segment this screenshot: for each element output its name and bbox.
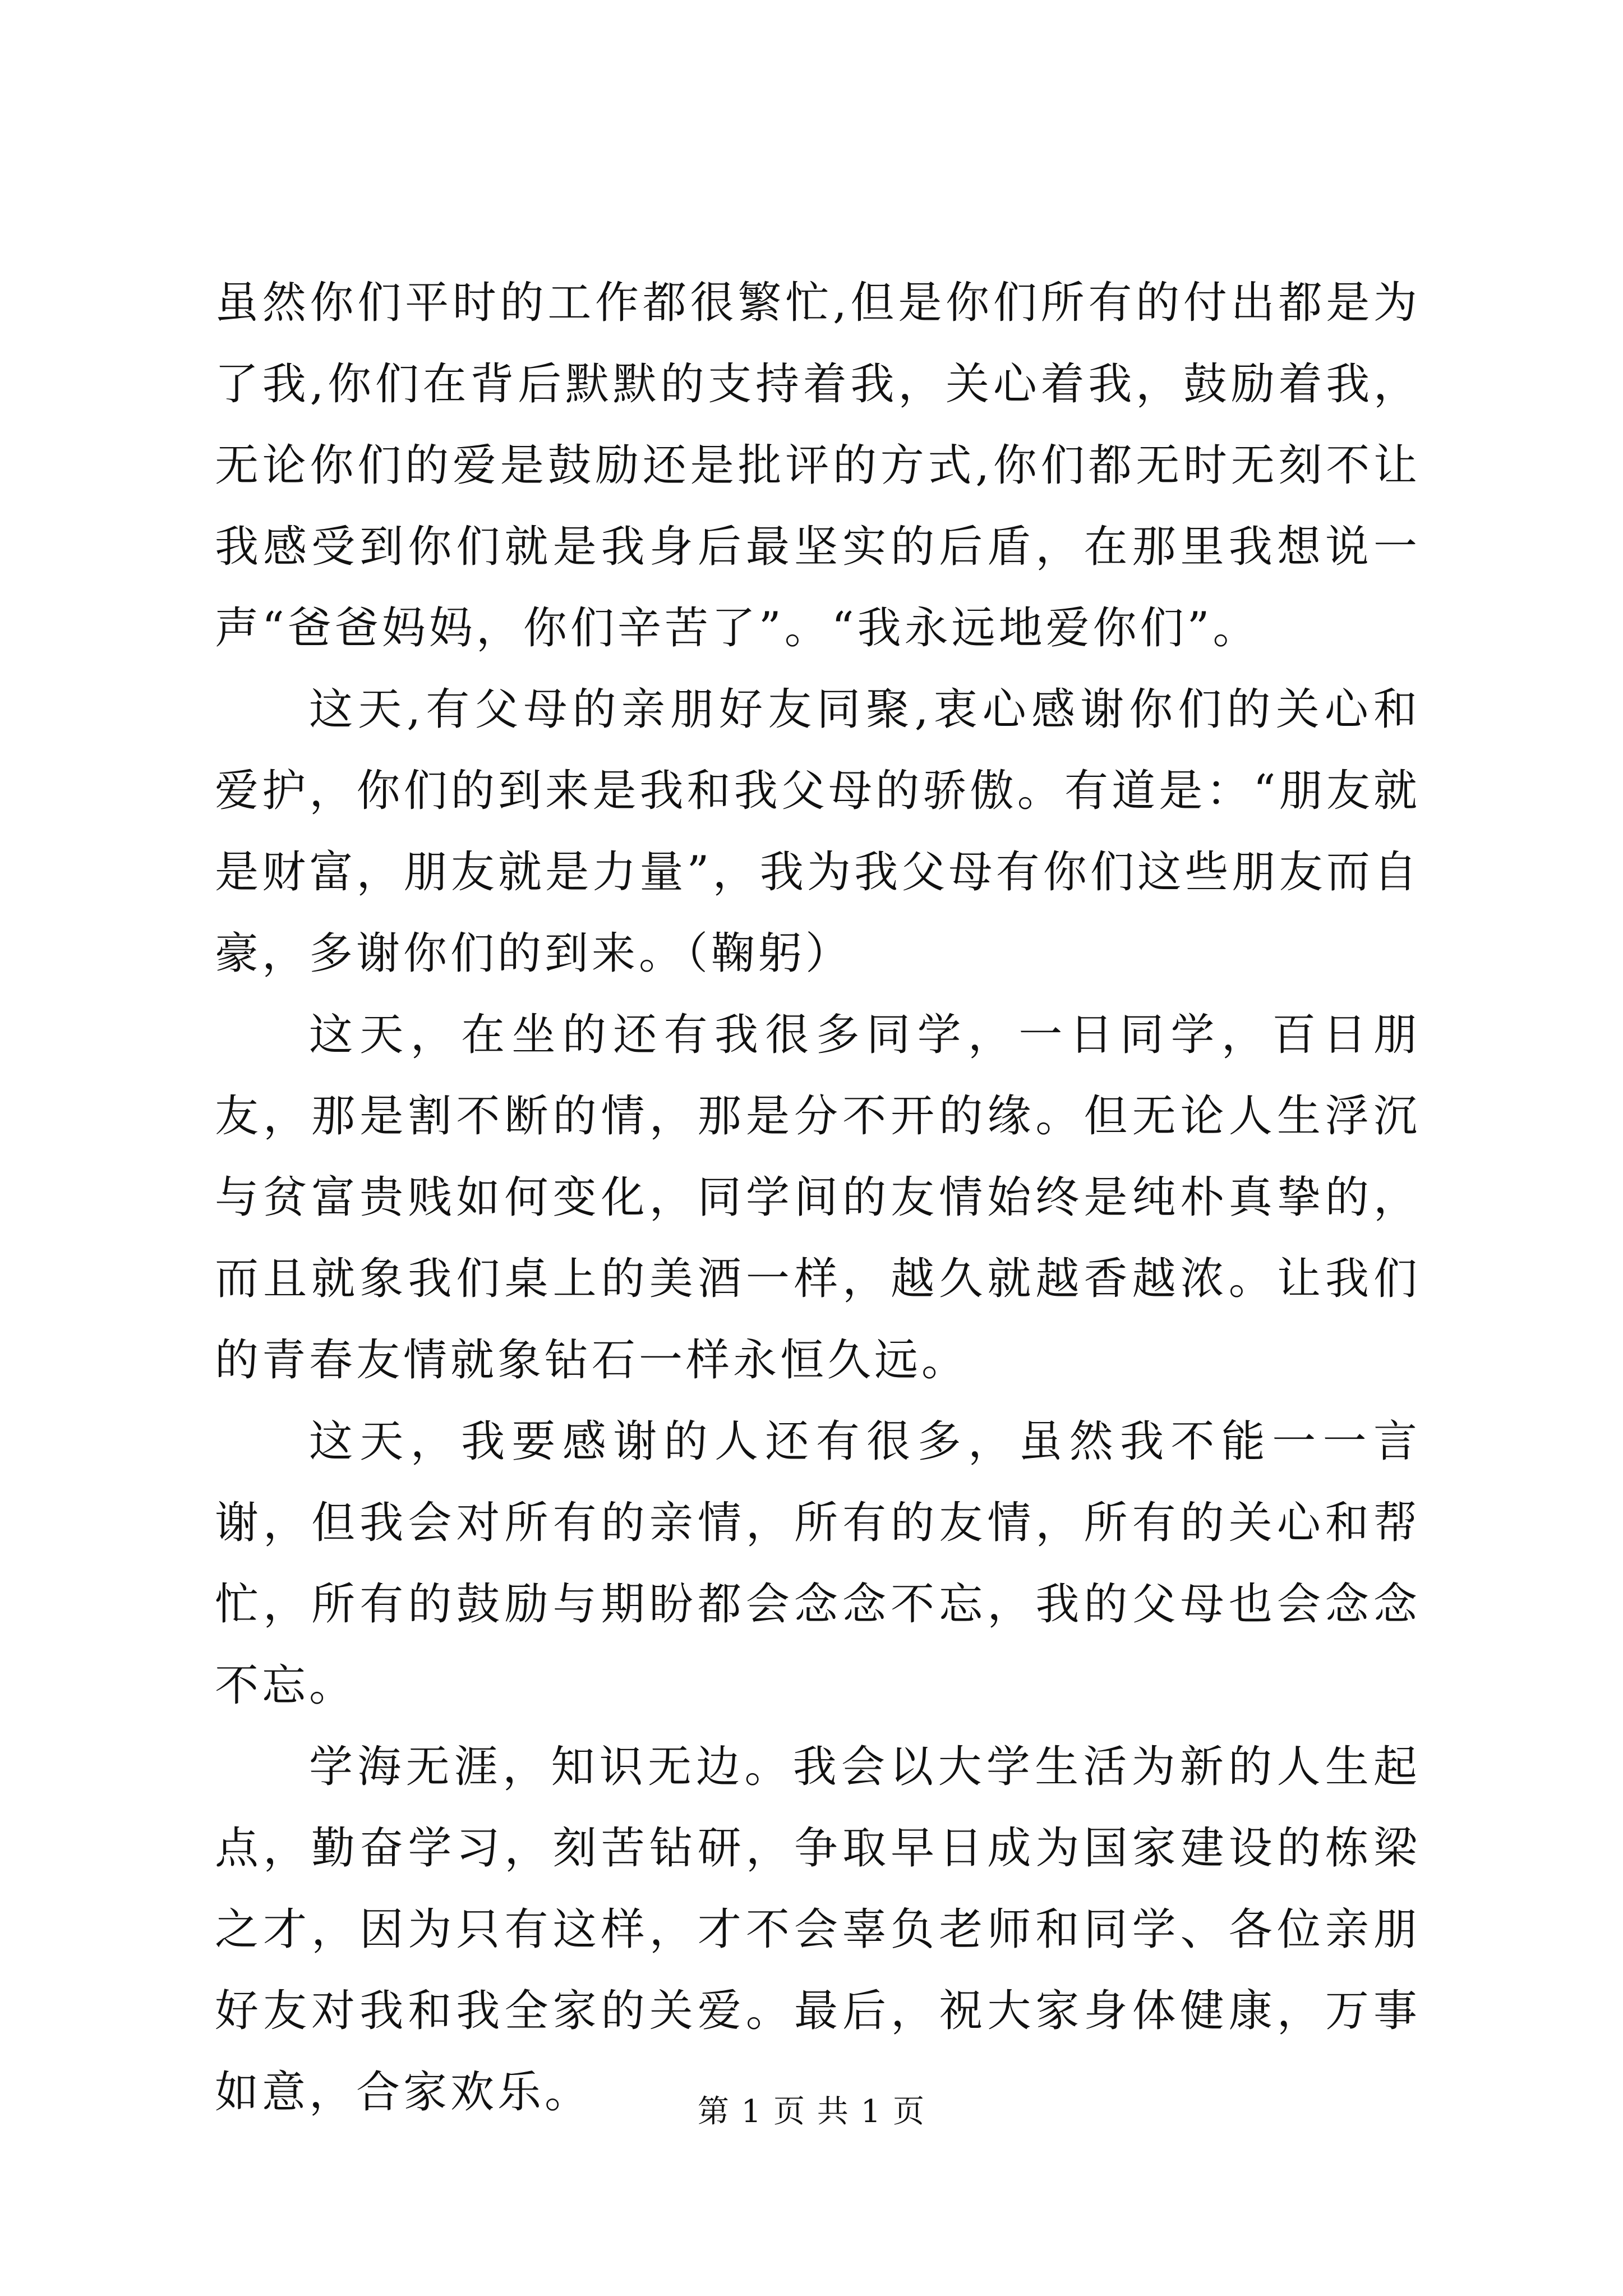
document-body (215, 263, 1421, 2133)
paragraph-thanks-everyone: 这天，我要感谢的人还有很多，虽然我不能一一言谢，但我会对所有的亲情，所有的友情，所有的关心和帮忙，所有的鼓励与期盼都会念念不忘，我的父母也会念念不忘。 (215, 1416, 1421, 1711)
page-number-footer: 第 1 页 共 1 页 (697, 2093, 926, 2130)
paragraph-closing-wishes: 学海无涯，知识无边。我会以大学生活为新的人生起点，勤奋学习，刻苦钻研，争取早日成为国家建设的栋梁之才，因为只有这样，才不会辜负老师和同学、各位亲朋好友对我和我全家的关爱。最后，祝大家身体健康，万事如意，合家欢乐。 (215, 1742, 1421, 2118)
paragraph-thanks-friends: 这天,有父母的亲朋好友同聚,衷心感谢你们的关心和爱护，你们的到来是我和我父母的骄傲。有道是：“朋友就是财富，朋友就是力量”，我为我父母有你们这些朋友而自豪，多谢你们的到来。（鞠躬） (215, 684, 1421, 979)
paragraph-thanks-classmates: 这天，在坐的还有我很多同学，一日同学，百日朋友，那是割不断的情，那是分不开的缘。但无论人生浮沉与贫富贵贱如何变化，同学间的友情始终是纯朴真挚的，而且就象我们桌上的美酒一样，越久就越香越浓。让我们的青春友情就象钻石一样永恒久远。 (215, 1010, 1421, 1386)
paragraph-thanks-parents: 虽然你们平时的工作都很繁忙,但是你们所有的付出都是为了我,你们在背后默默的支持着我，关心着我，鼓励着我，无论你们的爱是鼓励还是批评的方式,你们都无时无刻不让我感受到你们就是我身后最坚实的后盾，在那里我想说一声“爸爸妈妈，你们辛苦了”。“我永远地爱你们”。 (215, 278, 1421, 654)
